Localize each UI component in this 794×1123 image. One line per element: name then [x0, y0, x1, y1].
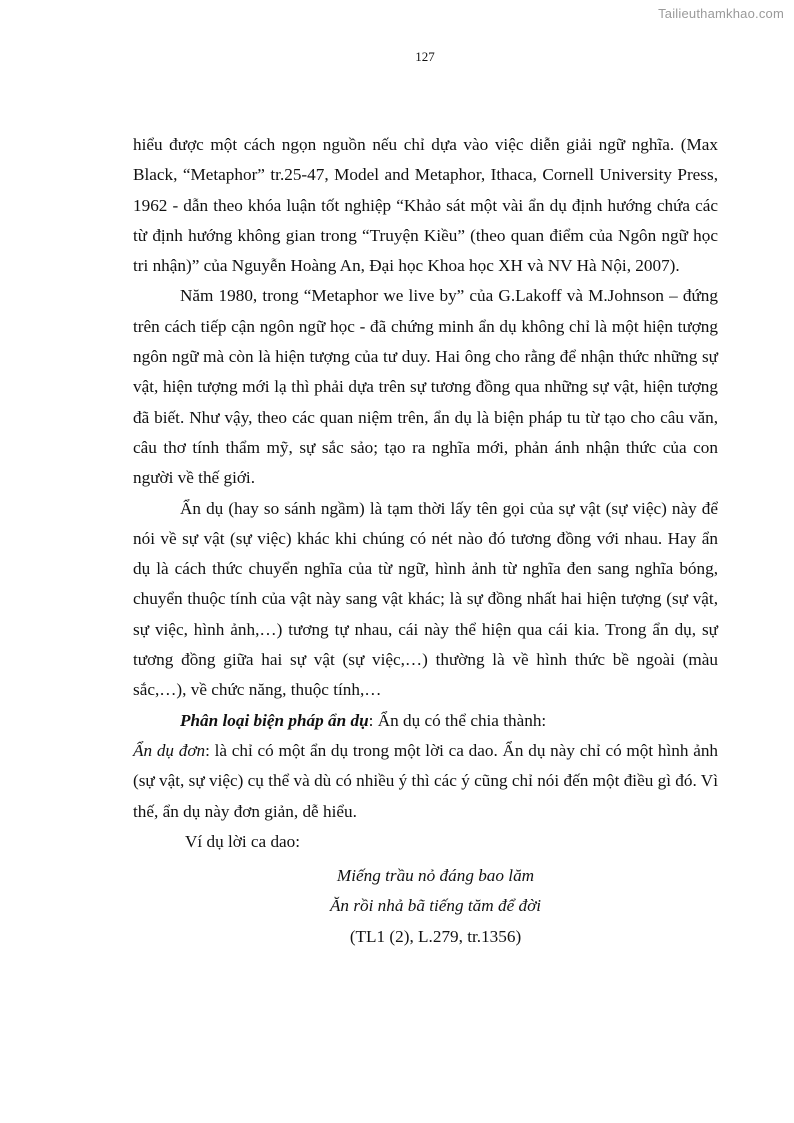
paragraph-simple-metaphor: [133, 736, 718, 827]
paragraph-definition: Ẩn dụ (hay so sánh ngầm) là tạm thời lấy tên gọi của sự vật (sự việc) này để nói về sự vật (sự việc) khác khi chúng có nét nào đó tương đồng với nhau. Hay ẩn dụ là cách thức chuyển nghĩa của từ ngữ, hình ảnh từ nghĩa đen sang nghĩa bóng, chuyển thuộc tính của vật này sang vật khác; là sự đồng nhất hai hiện tượng (sự vật, sự việc, hình ảnh,…) tương tự nhau, cái này thể hiện qua cái kia. Trong ẩn dụ, sự tương đồng giữa hai sự vật (sự việc,…) thường là về hình thức bề ngoài (màu sắc,…), về chức năng, thuộc tính,…: [133, 498, 718, 700]
example-intro: Ví dụ lời ca dao:: [185, 831, 301, 851]
poem-line-1: Miếng trầu nỏ đáng bao lăm: [336, 866, 535, 886]
simple-metaphor-text: : là chỉ có một ẩn dụ trong một lời ca dao. Ẩn dụ này chỉ có một hình ảnh (sự vật, sự việc) cụ thể và dù có nhiều ý thì các ý cũng chỉ nói đến một điều gì đó. Vì thế, ẩn dụ này đơn giản, dễ hiểu.: [133, 740, 719, 821]
page-number: 127: [415, 49, 435, 64]
simple-metaphor-term: Ẩn dụ đơn: [133, 740, 206, 760]
paragraph-continuation: hiểu được một cách ngọn nguồn nếu chỉ dựa vào việc diễn giải ngữ nghĩa. (Max Black, “Metaphor” tr.25-47, Model and Metaphor, Ithaca, Cornell University Press, 1962 - dẫn theo khóa luận tốt nghiệp “Khảo sát một vài ẩn dụ định hướng chứa các từ định hướng không gian trong “Truyện Kiều” (theo quan điểm của Ngôn ngữ học tri nhận)” của Nguyễn Hoàng An, Đại học Khoa học XH và NV Hà Nội, 2007).: [133, 135, 718, 276]
poem-citation: (TL1 (2), L.279, tr.1356): [349, 926, 522, 946]
classification-heading: Phân loại biện pháp ẩn dụ: [180, 710, 369, 730]
watermark: Tailieuthamkhao.com: [658, 6, 784, 21]
paragraph-classification: [133, 706, 718, 736]
paragraph-lakoff: Năm 1980, trong “Metaphor we live by” của G.Lakoff và M.Johnson – đứng trên cách tiếp cận ngôn ngữ học - đã chứng minh ẩn dụ không chỉ là một hiện tượng ngôn ngữ mà còn là hiện tượng của tư duy. Hai ông cho rằng để nhận thức những sự vật, hiện tượng mới lạ thì phải dựa trên sự tương đồng qua những sự vật, hiện tượng đã biết. Như vậy, theo các quan niệm trên, ẩn dụ là biện pháp tu từ tạo cho câu văn, câu thơ tính thẩm mỹ, sự sắc sảo; tạo ra nghĩa mới, phản ánh nhận thức của con người về thế giới.: [133, 286, 718, 488]
classification-text: : Ẩn dụ có thể chia thành:: [368, 710, 547, 730]
poem-block: [133, 861, 718, 952]
poem-line-2: Ăn rồi nhả bã tiếng tăm để đời: [329, 896, 542, 916]
document-body: [133, 130, 718, 952]
